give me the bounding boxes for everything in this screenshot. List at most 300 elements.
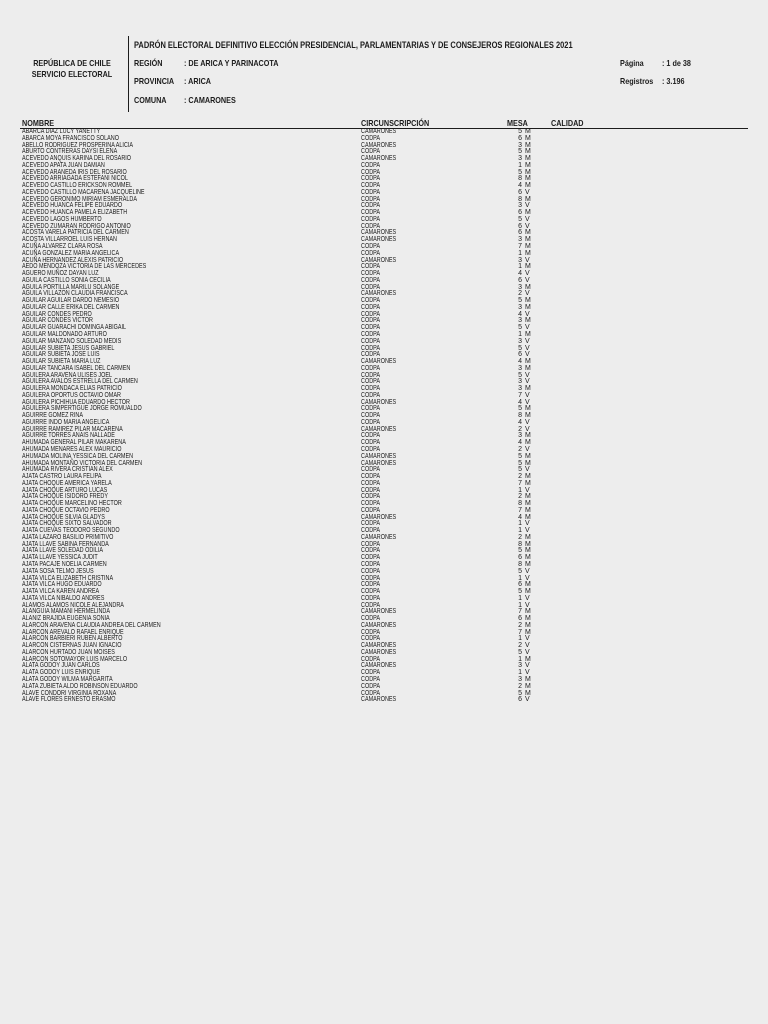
voter-circunscripcion: CODPA [361,209,381,217]
voter-mesa: 1 [518,486,522,494]
voter-sex: V [525,662,530,670]
voter-mesa: 8 [518,175,522,183]
voter-circunscripcion: CODPA [361,676,381,684]
voter-sex: V [525,398,530,406]
voter-mesa: 6 [518,276,522,284]
voter-sex: V [525,351,530,359]
table-row [0,264,768,271]
voter-name: ALAMOS ALAMOS NICOLE ALEJANDRA [22,601,124,609]
voter-name: ACOSTA VARELA PATRICIA DEL CARMEN [22,229,129,237]
voter-sex: V [525,642,530,650]
voter-mesa: 6 [518,554,522,562]
voter-mesa: 3 [518,676,522,684]
voter-circunscripcion: CAMARONES [361,398,397,406]
voter-name: AGUILA PORTILLA MARILU SOLANGE [22,283,120,291]
voter-circunscripcion: CODPA [361,188,381,196]
voter-sex: M [525,330,531,338]
voter-sex: M [525,134,531,142]
voter-name: AEDO MENDOZA VICTORIA DE LAS MERCEDES [22,263,147,271]
voter-circunscripcion: CAMARONES [361,358,397,366]
voter-sex: M [525,540,531,548]
voter-name: AJATA VILCA ELIZABETH CRISTINA [22,574,114,582]
voter-sex: V [525,202,530,210]
voter-circunscripcion: CODPA [361,473,381,481]
voter-circunscripcion: CODPA [361,439,381,447]
voter-mesa: 6 [518,188,522,196]
table-row [0,406,768,413]
voter-mesa: 7 [518,243,522,251]
voter-sex: M [525,405,531,413]
table-row [0,542,768,549]
voter-sex: M [525,452,531,460]
voter-sex: V [525,418,530,426]
voter-sex: V [525,378,530,386]
voter-sex: M [525,628,531,636]
issuer-country: REPÚBLICA DE CHILE [33,58,111,68]
voter-name: AGUILA VILLAZON CLAUDIA FRANCISCA [22,290,128,298]
voter-circunscripcion: CODPA [361,351,381,359]
voter-mesa: 2 [518,290,522,298]
voter-circunscripcion: CODPA [361,222,381,230]
voter-sex: M [525,513,531,521]
voter-sex: M [525,561,531,568]
voter-circunscripcion: CODPA [361,500,381,508]
voter-name: AJATA LLAVE YESSICA JUDIT [22,554,98,562]
voter-name: ALAVE FLORES ERNESTO ERASMO [22,696,116,704]
table-row [0,413,768,420]
voter-name: AGUILA CASTILLO SONIA CECILIA [22,276,111,284]
voter-name: AGUILERA AVALOS ESTRELLA DEL CARMEN [22,378,138,386]
voter-mesa: 5 [518,215,522,223]
voter-name: AGUILAR AGUILAR DARDO NEMESIO [22,297,120,305]
voter-mesa: 4 [518,270,522,278]
voter-sex: V [525,648,530,656]
voter-name: ACEVEDO HUANCA FELIPE EDUARDO [22,202,123,210]
voter-sex: M [525,161,531,169]
table-row [0,569,768,576]
voter-name: ACEVEDO APATA JUAN DAMIAN [22,161,105,169]
voter-sex: M [525,155,531,163]
table-row [0,271,768,278]
voter-name: AGUIRRE TORRES ANAIS NALLADE [22,432,115,440]
voter-mesa: 1 [518,161,522,169]
voter-name: AJATA CHOQUE AMERICA YARELA [22,479,112,487]
records-value: : 3.196 [662,76,685,86]
voter-mesa: 5 [518,459,522,467]
voter-name: ABARCA DIAZ LUCY YANETTY [22,128,101,135]
voter-name: AGUILAR SUBIETA JOSE LUIS [22,351,100,359]
voter-name: AGUIRRE RAMIREZ PILAR MACARENA [22,425,123,433]
voter-mesa: 1 [518,249,522,257]
voter-mesa: 3 [518,385,522,393]
voter-name: ALATA GODOY JUAN CARLOS [22,662,100,670]
voter-sex: V [525,215,530,223]
voter-sex: M [525,459,531,467]
voter-circunscripcion: CODPA [361,520,381,528]
voter-mesa: 6 [518,134,522,142]
voter-mesa: 1 [518,527,522,535]
voter-circunscripcion: CAMARONES [361,256,397,264]
voter-name: AJATA VILCA HUGO EDUARDO [22,581,102,589]
voter-circunscripcion: CODPA [361,561,381,568]
voter-circunscripcion: CODPA [361,412,381,420]
voter-circunscripcion: CAMARONES [361,236,397,244]
column-header-calidad: CALIDAD [551,118,584,128]
voter-circunscripcion: CODPA [361,344,381,352]
voter-mesa: 2 [518,621,522,629]
voter-name: ACEVEDO ANQUIS KARINA DEL ROSARIO [22,155,132,163]
voter-mesa: 5 [518,547,522,555]
voter-sex: V [525,391,530,399]
voter-sex: V [525,594,530,602]
voter-circunscripcion: CAMARONES [361,155,397,163]
table-row [0,312,768,319]
voter-sex: V [525,222,530,230]
voter-circunscripcion: CODPA [361,249,381,257]
voter-sex: M [525,412,531,420]
voter-mesa: 1 [518,594,522,602]
provincia-label: PROVINCIA [134,76,175,86]
voter-sex: V [525,276,530,284]
voter-circunscripcion: CAMARONES [361,696,397,704]
voter-mesa: 3 [518,378,522,386]
voter-mesa: 8 [518,540,522,548]
voter-sex: M [525,128,531,135]
voter-sex: M [525,608,531,616]
voter-sex: M [525,182,531,190]
issuer-block [26,58,118,80]
table-row [0,697,768,704]
voter-mesa: 8 [518,412,522,420]
voter-circunscripcion: CODPA [361,378,381,386]
voter-sex: V [525,486,530,494]
voter-name: AJATA CUEVAS TEODORO SEGUNDO [22,527,120,535]
table-row [0,576,768,583]
voter-circunscripcion: CAMARONES [361,533,397,541]
table-row [0,535,768,542]
voter-mesa: 6 [518,351,522,359]
voter-mesa: 5 [518,344,522,352]
table-row [0,474,768,481]
voter-sex: V [525,188,530,196]
table-row [0,501,768,508]
voter-circunscripcion: CODPA [361,466,381,474]
voter-name: ALARCON AREVALO RAFAEL ENRIQUE [22,628,124,636]
voter-name: AGUILERA MONDACA ELIAS PATRICIO [22,385,122,393]
table-row [0,305,768,312]
voter-circunscripcion: CODPA [361,486,381,494]
voter-sex: M [525,148,531,156]
voter-sex: M [525,385,531,393]
voter-sex: M [525,358,531,366]
voter-name: AJATA VILCA NIBALDO ANDRES [22,594,105,602]
voter-mesa: 5 [518,466,522,474]
voter-circunscripcion: CODPA [361,263,381,271]
voter-circunscripcion: CAMARONES [361,452,397,460]
voter-sex: V [525,696,530,704]
voter-circunscripcion: CODPA [361,283,381,291]
table-row [0,481,768,488]
voter-mesa: 5 [518,405,522,413]
voter-name: AJATA SOSA TELMO JESUS [22,567,94,575]
voter-sex: V [525,371,530,379]
table-row [0,562,768,569]
voter-mesa: 7 [518,391,522,399]
voter-circunscripcion: CODPA [361,655,381,663]
voter-mesa: 3 [518,432,522,440]
voter-name: AGUILERA PICHIHUA EDUARDO HECTOR [22,398,130,406]
voter-mesa: 5 [518,168,522,176]
voter-mesa: 3 [518,337,522,345]
voter-name: ABURTO CONTRERAS DAYSI ELENA [22,148,118,156]
voter-name: AGUILAR TANCARA ISABEL DEL CARMEN [22,364,131,372]
voter-sex: V [525,270,530,278]
voter-name: AHUMADA MONTAÑO VICTORIA DEL CARMEN [22,459,143,467]
voter-name: ABARCA MOYA FRANCISCO SOLANO [22,134,119,142]
voter-sex: M [525,432,531,440]
voter-sex: V [525,310,530,318]
voter-sex: V [525,574,530,582]
voter-sex: M [525,473,531,481]
voter-sex: M [525,554,531,562]
voter-circunscripcion: CAMARONES [361,141,397,149]
table-row [0,670,768,677]
table-row [0,210,768,217]
voter-circunscripcion: CODPA [361,506,381,514]
voter-mesa: 3 [518,283,522,291]
page-label: Página [620,58,644,68]
voter-mesa: 4 [518,439,522,447]
voter-name: AJATA CHOQUE SILVIA GLADYS [22,513,105,521]
voter-mesa: 5 [518,297,522,305]
voter-sex: V [525,324,530,332]
voter-mesa: 3 [518,317,522,325]
table-row [0,488,768,495]
voter-circunscripcion: CODPA [361,635,381,643]
voter-circunscripcion: CAMARONES [361,128,397,135]
table-row [0,427,768,434]
voter-circunscripcion: CODPA [361,161,381,169]
voter-name: ACOSTA VILLARROEL LUIS HERNAN [22,236,117,244]
voter-mesa: 5 [518,567,522,575]
voter-sex: V [525,635,530,643]
voter-sex: M [525,283,531,291]
voter-sex: M [525,243,531,251]
voter-name: ABELLO RODRIGUEZ PROSPERINA ALICIA [22,141,134,149]
header-divider [128,36,129,112]
voter-mesa: 5 [518,452,522,460]
table-row [0,339,768,346]
voter-name: AJATA CHOQUE OCTAVIO PEDRO [22,506,110,514]
voter-mesa: 6 [518,209,522,217]
voter-circunscripcion: CODPA [361,479,381,487]
voter-mesa: 3 [518,236,522,244]
table-row [0,663,768,670]
voter-sex: M [525,588,531,596]
voter-name: AGUILAR CONDES PEDRO [22,310,92,318]
voter-name: ALARCON BARBIERI RUBEN ALBERTO [22,635,123,643]
voter-sex: M [525,676,531,684]
voter-circunscripcion: CODPA [361,148,381,156]
voter-name: AJATA LAZARO BASILIO PRIMITIVO [22,533,114,541]
voter-name: ACUÑA GONZALEZ MARIA ANGELICA [22,249,120,257]
voter-name: AGUILERA SIMPERTIGUE JORGE ROMUALDO [22,405,142,413]
voter-name: AJATA CHOQUE ARTURO LUCAS [22,486,108,494]
voter-mesa: 5 [518,689,522,697]
voter-name: ACEVEDO GERONIMO MIRIAM ESMERALDA [22,195,137,203]
voter-sex: M [525,500,531,508]
voter-circunscripcion: CODPA [361,330,381,338]
voter-mesa: 3 [518,303,522,311]
voter-name: ALARCON CISTERNAS JUAN IGNACIO [22,642,122,650]
voter-name: AGUIRRE INDO MARIA ANGELICA [22,418,110,426]
voter-circunscripcion: CODPA [361,391,381,399]
voter-sex: V [525,567,530,575]
voter-circunscripcion: CODPA [361,554,381,562]
column-header-nombre: NOMBRE [22,118,55,128]
voter-sex: M [525,209,531,217]
voter-circunscripcion: CODPA [361,594,381,602]
voter-sex: M [525,263,531,271]
voter-name: AHUMADA MENARES ALEX MAURICIO [22,445,122,453]
voter-name: AGUILAR SUBIETA MARIA LUZ [22,358,101,366]
records-label: Registros [620,76,654,86]
voter-sex: V [525,425,530,433]
voter-sex: M [525,615,531,623]
voter-circunscripcion: CODPA [361,682,381,690]
voter-name: ALARCON ARAVENA CLAUDIA ANDREA DEL CARMEN [22,621,161,629]
voter-name: ALAVE CONDORI VIRGINIA ROXANA [22,689,117,697]
voter-sex: M [525,317,531,325]
voter-sex: M [525,297,531,305]
voter-mesa: 4 [518,310,522,318]
voter-circunscripcion: CODPA [361,432,381,440]
voter-sex: V [525,445,530,453]
voter-mesa: 3 [518,155,522,163]
voter-mesa: 2 [518,533,522,541]
voter-name: AJATA CHOQUE SIXTO SALVADOR [22,520,112,528]
voter-mesa: 2 [518,642,522,650]
voter-mesa: 2 [518,493,522,501]
voter-circunscripcion: CODPA [361,527,381,535]
voter-name: AJATA CHOQUE MARCELINO HECTOR [22,500,122,508]
table-row [0,555,768,562]
voter-sex: M [525,141,531,149]
voter-mesa: 2 [518,425,522,433]
voter-name: ACEVEDO ZUMARAN RODRIGO ANTONIO [22,222,131,230]
voter-mesa: 2 [518,445,522,453]
voter-sex: V [525,290,530,298]
voter-circunscripcion: CODPA [361,540,381,548]
voter-name: AGUILERA ARAVENA ULISES JOEL [22,371,113,379]
voter-name: AGUILAR MALDONADO ARTURO [22,330,107,338]
voter-mesa: 1 [518,635,522,643]
voter-circunscripcion: CODPA [361,195,381,203]
voter-circunscripcion: CAMARONES [361,425,397,433]
voter-circunscripcion: CAMARONES [361,621,397,629]
voter-circunscripcion: CODPA [361,445,381,453]
voter-mesa: 5 [518,148,522,156]
voter-circunscripcion: CODPA [361,669,381,677]
voter-sex: V [525,669,530,677]
voter-circunscripcion: CAMARONES [361,642,397,650]
voter-name: ALATA GODOY LUIS ENRIQUE [22,669,100,677]
voter-mesa: 1 [518,574,522,582]
voter-sex: M [525,168,531,176]
voter-sex: M [525,621,531,629]
voter-mesa: 4 [518,182,522,190]
voter-sex: M [525,533,531,541]
voter-sex: M [525,364,531,372]
voter-circunscripcion: CAMARONES [361,608,397,616]
voter-circunscripcion: CODPA [361,405,381,413]
voter-circunscripcion: CODPA [361,364,381,372]
voter-name: ALANIZ BRAJIDA EUGENIA SONIA [22,615,110,623]
voter-name: AJATA CHOQUE ISIDORO FREDY [22,493,108,501]
voter-name: AHUMADA GENERAL PILAR MAKARENA [22,439,126,447]
table-row [0,325,768,332]
voter-mesa: 7 [518,628,522,636]
voter-circunscripcion: CODPA [361,628,381,636]
provincia-value: : ARICA [184,76,212,86]
voter-sex: M [525,682,531,690]
voter-circunscripcion: CODPA [361,297,381,305]
voter-circunscripcion: CODPA [361,371,381,379]
voter-name: ALARCON HURTADO JUAN MOISES [22,648,115,656]
voter-circunscripcion: CODPA [361,270,381,278]
voter-sex: V [525,256,530,264]
voter-mesa: 5 [518,128,522,135]
voter-sex: M [525,195,531,203]
region-label: REGIÓN [134,58,163,68]
voter-circunscripcion: CODPA [361,317,381,325]
voter-mesa: 4 [518,398,522,406]
voter-circunscripcion: CAMARONES [361,513,397,521]
voter-name: ACUÑA HERNANDEZ ALEXIS PATRICIO [22,256,124,264]
voter-sex: M [525,249,531,257]
voter-mesa: 1 [518,655,522,663]
voter-circunscripcion: CAMARONES [361,662,397,670]
voter-circunscripcion: CODPA [361,202,381,210]
voter-name: AGUILAR SUBIETA JESUS GABRIEL [22,344,115,352]
voter-mesa: 7 [518,506,522,514]
voter-sex: M [525,547,531,555]
voter-mesa: 8 [518,195,522,203]
voter-circunscripcion: CODPA [361,588,381,596]
voter-mesa: 2 [518,473,522,481]
voter-mesa: 3 [518,662,522,670]
page-value: : 1 de 38 [662,58,691,68]
voter-circunscripcion: CAMARONES [361,290,397,298]
voter-mesa: 6 [518,222,522,230]
voter-sex: V [525,601,530,609]
voter-circunscripcion: CODPA [361,418,381,426]
voter-circunscripcion: CODPA [361,615,381,623]
voter-name: AGUIRRE GOMEZ RINA [22,412,83,420]
voter-mesa: 8 [518,500,522,508]
voter-mesa: 7 [518,608,522,616]
voter-circunscripcion: CAMARONES [361,229,397,237]
voter-mesa: 3 [518,256,522,264]
voter-mesa: 6 [518,581,522,589]
voter-mesa: 1 [518,263,522,271]
voter-name: AJATA PACAJE NOELIA CARMEN [22,561,107,568]
voter-mesa: 5 [518,324,522,332]
voter-sex: M [525,175,531,183]
voter-name: AJATA LLAVE SOLEDAD ODILIA [22,547,104,555]
voter-name: AGUILAR GUARACHI DOMINGA ABIGAIL [22,324,127,332]
voter-mesa: 5 [518,371,522,379]
